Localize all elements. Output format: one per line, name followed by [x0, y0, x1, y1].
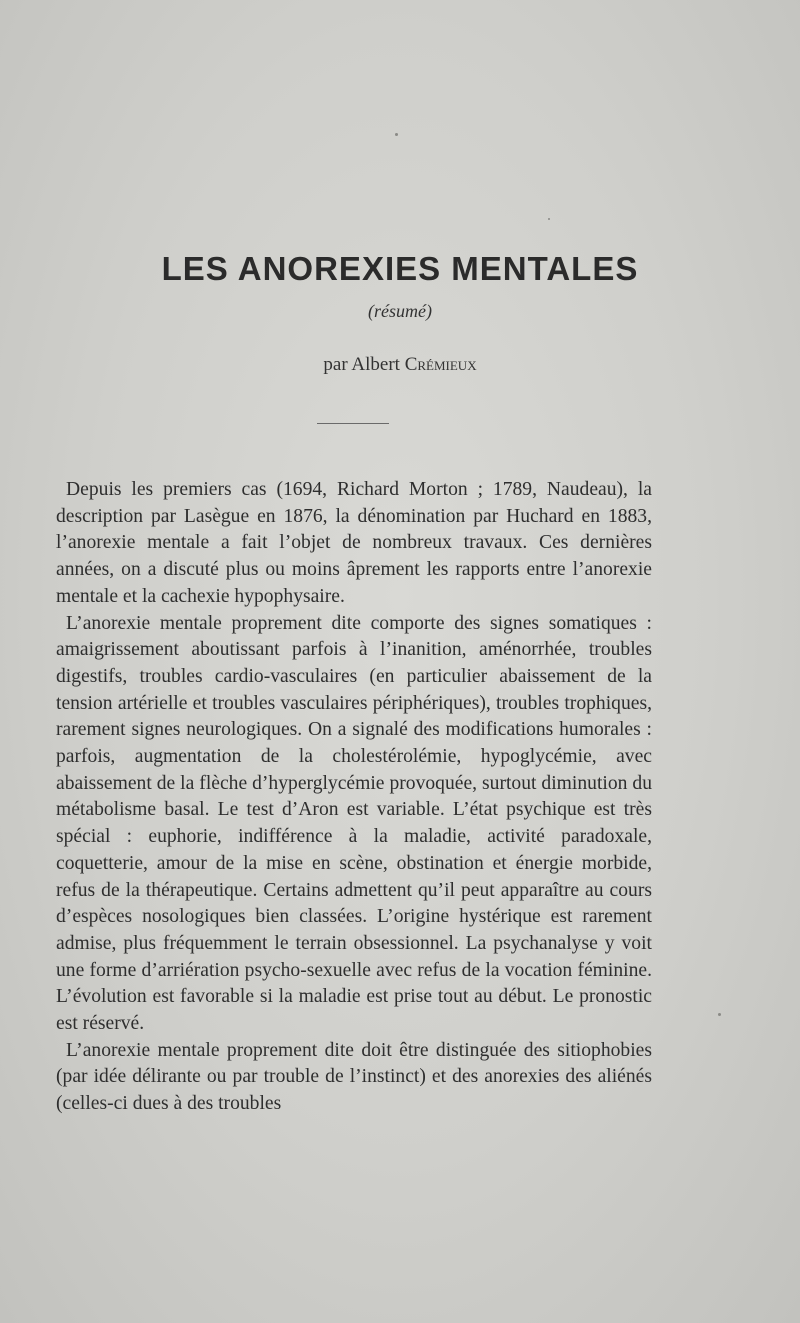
- author-name: Crémieux: [404, 354, 477, 375]
- ink-speck: [395, 133, 398, 136]
- byline-prefix: par Albert: [323, 354, 400, 375]
- ink-speck: [548, 218, 550, 220]
- separator-rule: [317, 423, 389, 424]
- ink-speck: [718, 1013, 721, 1016]
- article-title: LES ANOREXIES MENTALES: [161, 250, 639, 287]
- paragraph-1: Depuis les premiers cas (1694, Richard Morton ; 1789, Naudeau), la description par Lasègue en 1876, la dénomination par Huchard en 1883, l’anorexie mentale a fait l’objet de nombreux travaux. Ces dernières années, on a discuté plus ou moins âprement les rapports entre l’anorexie mentale et la cachexie hypophysaire.: [56, 479, 652, 607]
- paragraph-3: L’anorexie mentale proprement dite doit être distinguée des sitiophobies (par idée délirante ou par trouble de l’instinct) et des anorexies des aliénés (celles-ci dues à des troubles: [56, 1039, 652, 1115]
- paragraph-2: L’anorexie mentale proprement dite comporte des signes somatiques : amaigrissement aboutissant parfois à l’inanition, aménorrhée, troubles digestifs, troubles cardio-vasculaires (en particulier abaissement de la tension artérielle et troubles vasculaires périphériques), troubles trophiques, rarement signes neurologiques. On a signalé des modifications humorales : parfois, augmentation de la cholestérolémie, hypoglycémie, avec abaissement de la flèche d’hyperglycémie provoquée, surtout diminution du métabolisme basal. Le test d’Aron est variable. L’état psychique est très spécial : euphorie, indifférence à la maladie, activité paradoxale, coquetterie, amour de la mise en scène, obstination et énergie morbide, refus de la thérapeutique. Certains admettent qu’il peut apparaître au cours d’espèces nosologiques bien classées. L’origine hystérique est rarement admise, plus fréquemment le terrain obsessionnel. La psychanalyse y voit une forme d’arriération psycho-sexuelle avec refus de la vocation féminine. L’évolution est favorable si la maladie est prise tout au début. Le pronostic est réservé.: [56, 612, 652, 1035]
- author-byline: [0, 354, 800, 376]
- article-body: [56, 477, 652, 1118]
- article-subtitle: (résumé): [368, 301, 432, 321]
